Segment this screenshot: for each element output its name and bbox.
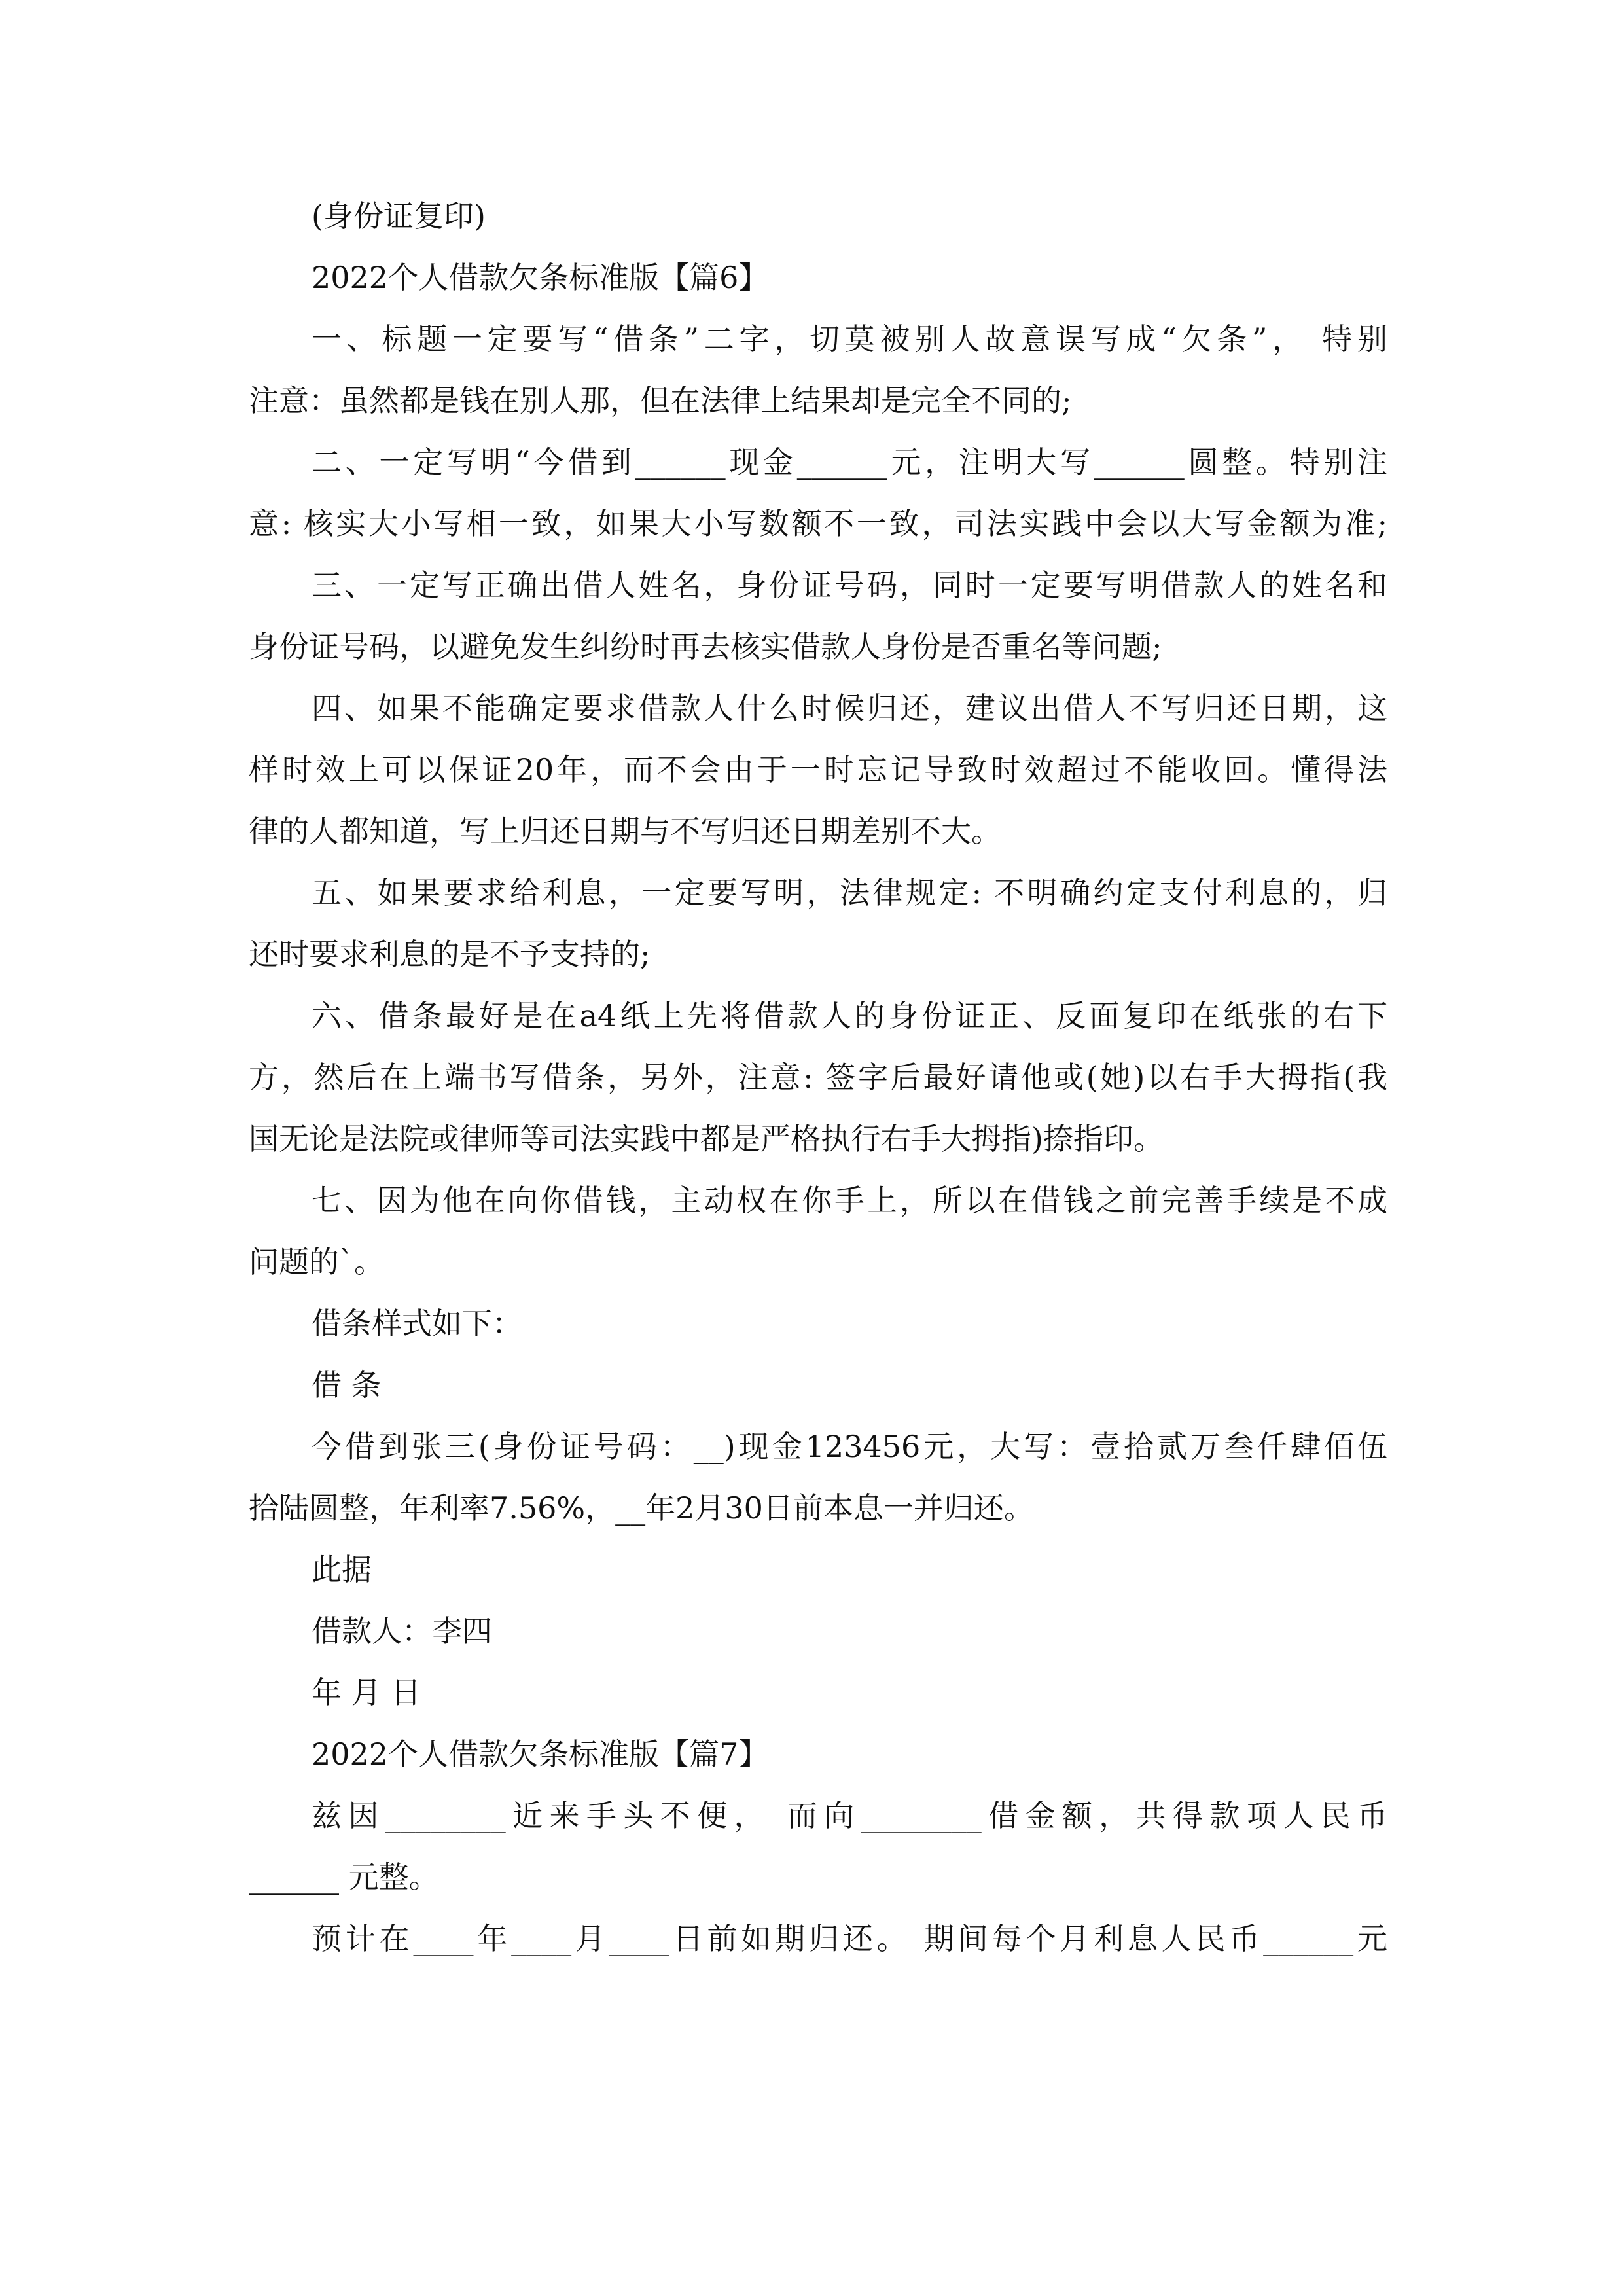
text-line: 意: 核实大小写相一致，如果大小写数额不一致，司法实践中会以大写金额为准; [249, 506, 1387, 541]
text-line: 还时要求利息的是不予支持的; [249, 937, 651, 972]
text-line: 七、因为他在向你借钱，主动权在你手上，所以在借钱之前完善手续是不成 [312, 1183, 1387, 1218]
text-line: 预计在____年____月____日前如期归还。 期间每个月利息人民币______元 [312, 1921, 1387, 1956]
text-line: 注意：虽然都是钱在别人那，但在法律上结果却是完全不同的; [249, 383, 1072, 418]
text-line: 三、一定写正确出借人姓名，身份证号码，同时一定要写明借款人的姓名和 [312, 567, 1387, 603]
text-line: 年 月 日 [312, 1675, 421, 1710]
text-line: 五、如果要求给利息，一定要写明，法律规定: 不明确约定支付利息的，归 [312, 875, 1387, 910]
text-line: 拾陆圆整，年利率7.56%，__年2月30日前本息一并归还。 [249, 1490, 1034, 1526]
text-line: 样时效上可以保证20年，而不会由于一时忘记导致时效超过不能收回。懂得法 [249, 752, 1387, 787]
text-line: ______ 元整。 [249, 1859, 439, 1895]
text-line: 一、标题一定要写“借条”二字，切莫被别人故意误写成“欠条”， 特别 [312, 321, 1387, 357]
text-line: 问题的`。 [249, 1244, 384, 1280]
section-heading: 2022个人借款欠条标准版【篇7】 [312, 1736, 769, 1772]
text-line: 今借到张三(身份证号码：__)现金123456元，大写：壹拾贰万叁仟肆佰伍 [312, 1429, 1387, 1464]
text-line: 四、如果不能确定要求借款人什么时候归还，建议出借人不写归还日期，这 [312, 691, 1387, 726]
text-line: 二、一定写明“今借到______现金______元，注明大写______圆整。特别注 [312, 444, 1387, 480]
text-line: 借款人：李四 [312, 1613, 492, 1649]
section-heading: 2022个人借款欠条标准版【篇6】 [312, 260, 769, 295]
text-line: 身份证号码，以避免发生纠纷时再去核实借款人身份是否重名等问题; [249, 629, 1162, 664]
text-line: 兹因________近来手头不便， 而向________借金额，共得款项人民币 [312, 1798, 1387, 1833]
text-line: 律的人都知道，写上归还日期与不写归还日期差别不大。 [249, 814, 1001, 849]
text-line: 六、借条最好是在a4纸上先将借款人的身份证正、反面复印在纸张的右下 [312, 998, 1387, 1033]
text-line: 此据 [312, 1552, 372, 1587]
text-line: 方，然后在上端书写借条，另外，注意: 签字后最好请他或(她)以右手大拇指(我 [249, 1060, 1387, 1095]
text-line: 借条样式如下： [312, 1306, 522, 1341]
text-line: 国无论是法院或律师等司法实践中都是严格执行右手大拇指)捺指印。 [249, 1121, 1164, 1157]
text-line: 借 条 [312, 1367, 382, 1403]
text-line: (身份证复印) [312, 198, 486, 234]
